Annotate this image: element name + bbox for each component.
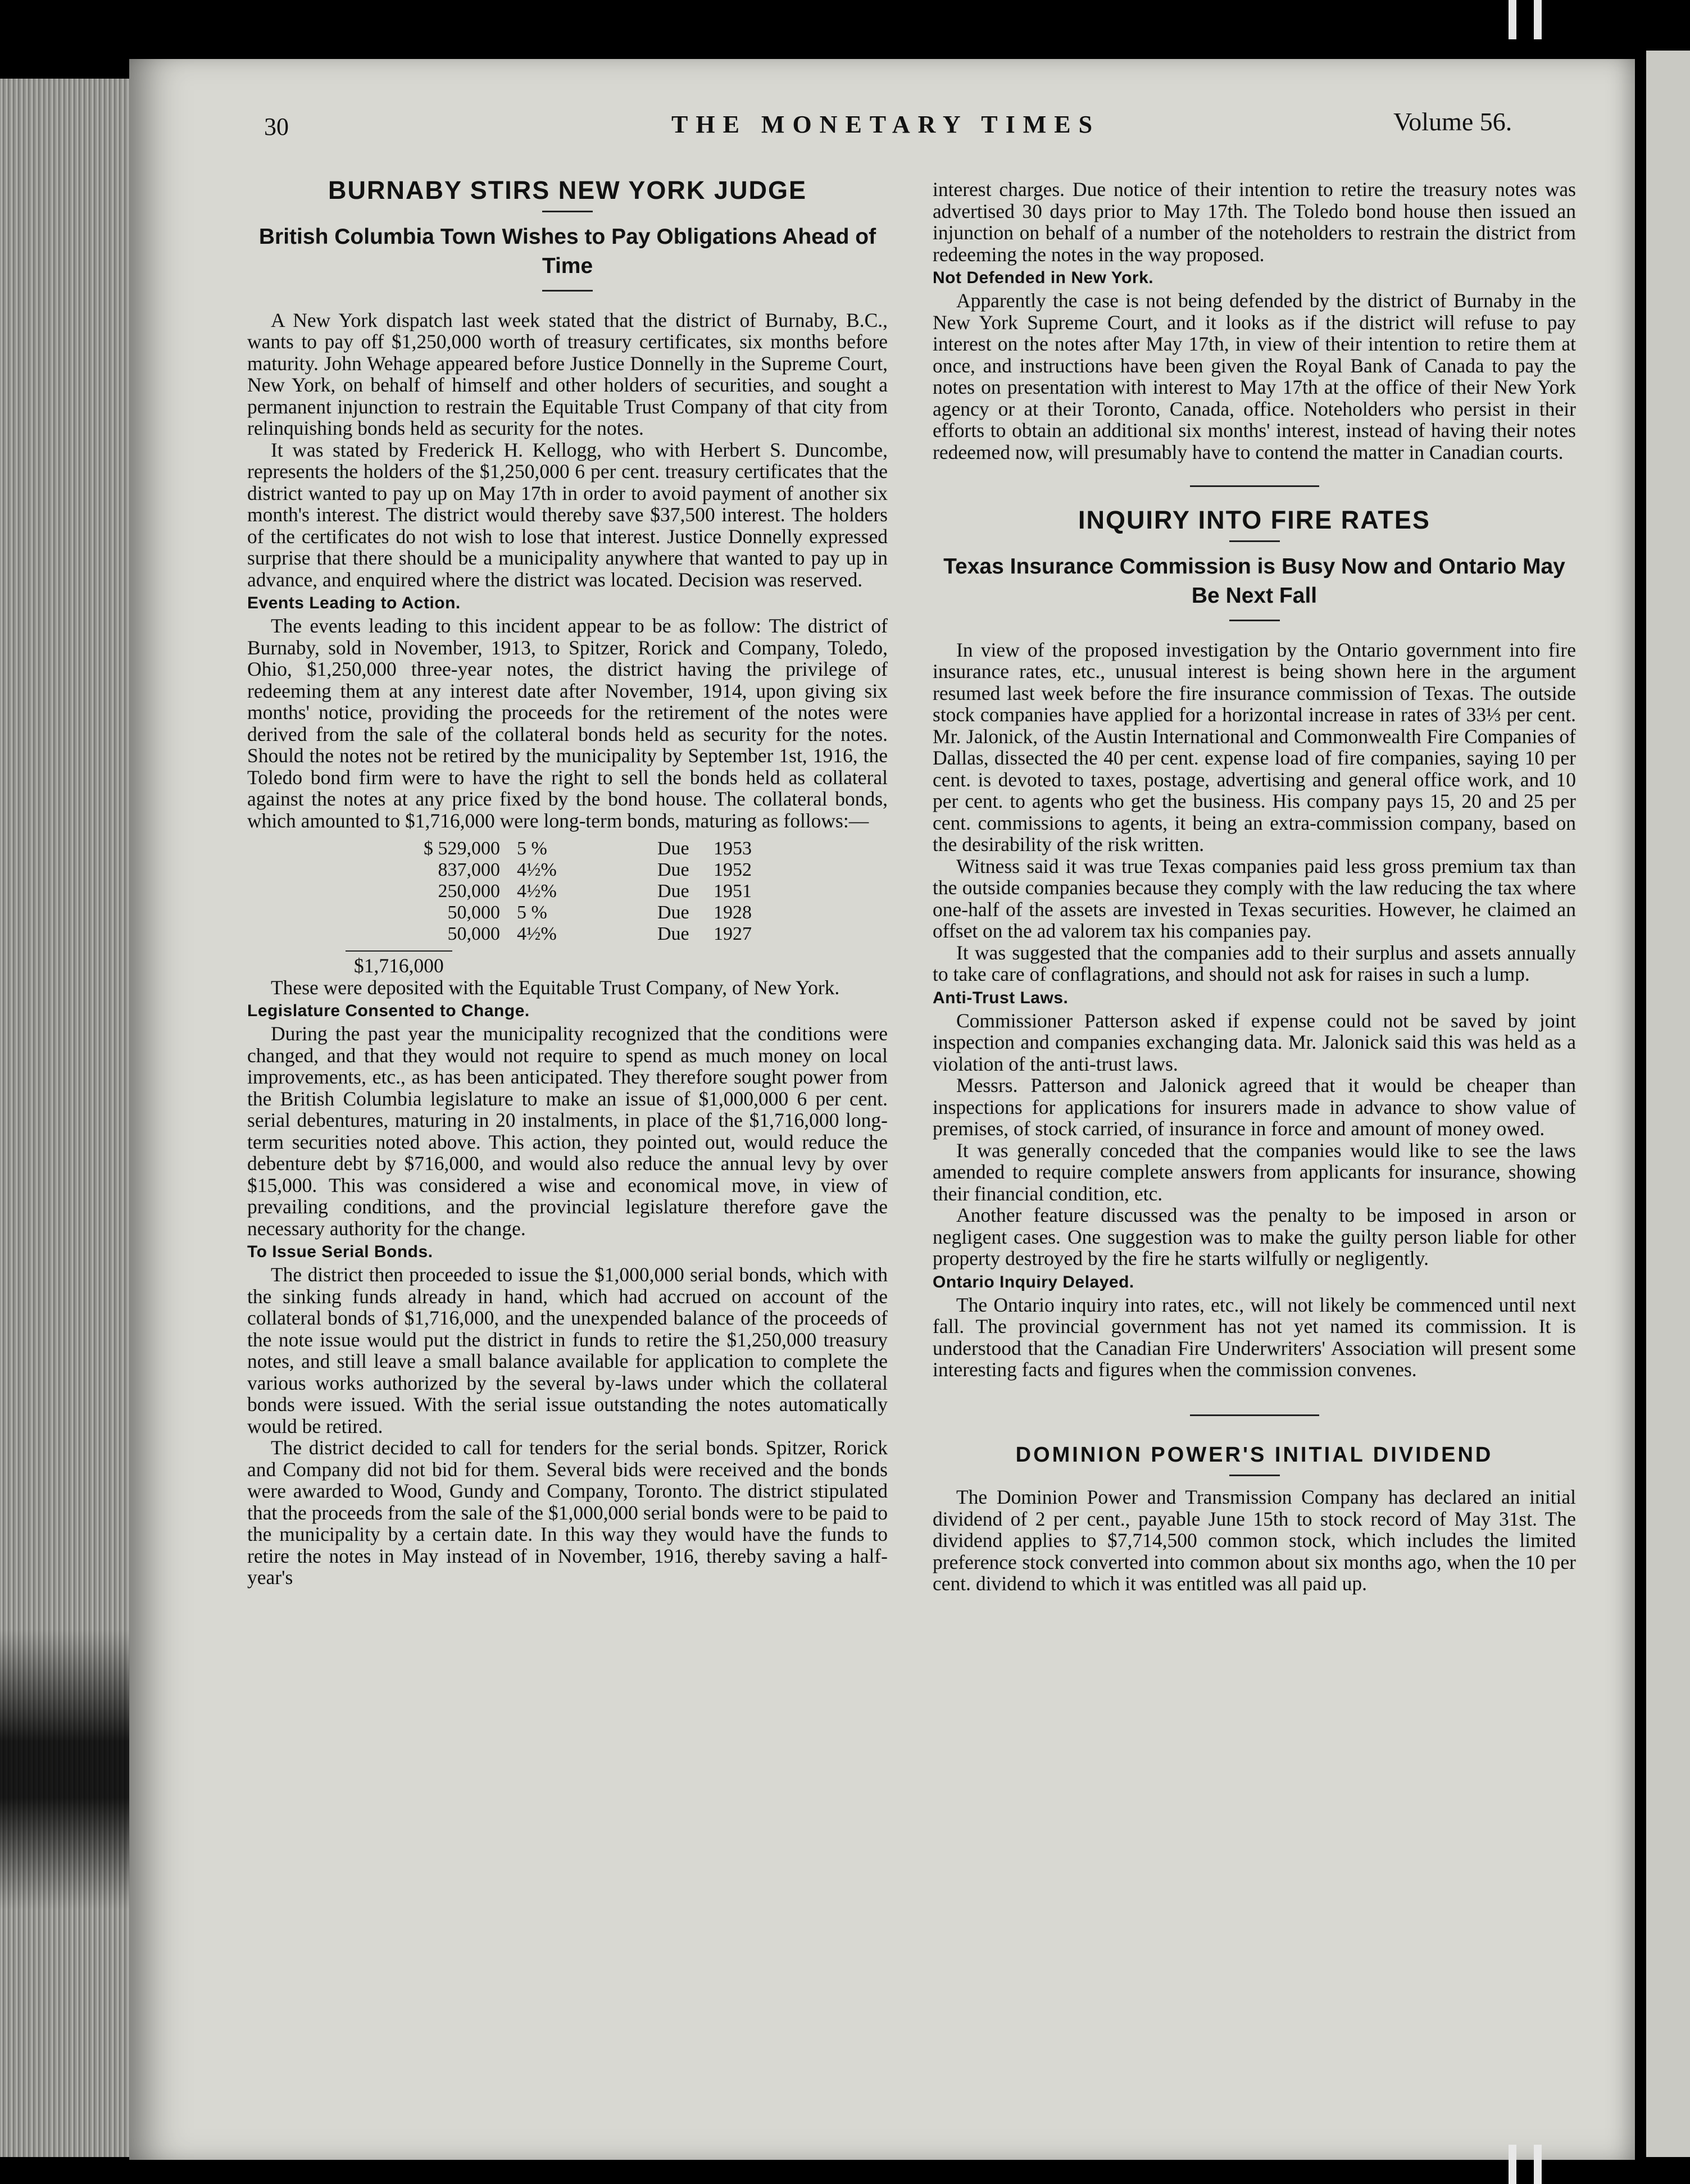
facing-page-edge	[1646, 51, 1690, 2157]
divider	[1229, 1475, 1280, 1476]
article-subheadline: Texas Insurance Commission is Busy Now and Ontario May Be Next Fall	[943, 554, 1565, 608]
bond-rate: 4½%	[517, 881, 557, 902]
paragraph: The Ontario inquiry into rates, etc., will not likely be commenced until next fall. The provincial government has not yet named its commission. It is understood that the Canadian Fire Underwriters' Association will present some interesting facts and figures when the commission convenes.	[933, 1293, 1576, 1381]
section-heading: Anti-Trust Laws.	[933, 988, 1069, 1007]
bond-rate: 4½%	[517, 859, 557, 880]
paragraph: Apparently the case is not being defended by the district of Burnaby in the New York Supreme Court, and it looks as if the district will refuse to pay interest on the notes after May 17th, in view of their intention to retire them at once, and instructions have been given the Royal Bank of Canada to pay the notes on presentation with interest to May 17th at the office of their New York agency or at their Toronto, Canada, office. Noteholders who persist in their efforts to obtain an additional six months' interest, instead of having their notes redeemed now, will presumably have to contend the matter in Canadian courts.	[933, 289, 1576, 463]
bond-year: 1952	[714, 859, 752, 880]
left-column	[247, 176, 888, 1589]
paragraph: It was stated by Frederick H. Kellogg, who with Herbert S. Duncombe, represents the holders of the $1,250,000 6 per cent. treasury certificates that the district wanted to pay up on May 17th in order to avoid payment of another six month's interest. The district would thereby save $37,500 interest. The holders of the certificates do not wish to lose that interest. Justice Donnelly expressed surprise that there should be a municipality anywhere that wanted to pay up in advance, and enquired where the district was located. Decision was reserved.	[247, 438, 888, 591]
article-headline: DOMINION POWER'S INITIAL DIVIDEND	[1015, 1443, 1493, 1467]
article-headline: BURNABY STIRS NEW YORK JUDGE	[328, 176, 807, 204]
scan-marker	[1534, 2145, 1542, 2184]
article-separator	[1190, 1414, 1319, 1416]
paragraph: During the past year the municipality recognized that the conditions were changed, and that they would not require to spend as much money on local improvements, etc., as has been anticipated. They therefore sought power from the British Columbia legislature to make an issue of $1,000,000 6 per cent. serial debentures, maturing in 20 instalments, in place of the $1,716,000 long-term securities noted above. This action, they pointed out, would reduce the debenture debt by $716,000, and would also reduce the annual levy by over $15,000. This was considered a wise and economical move, in view of prevailing conditions, and the provincial legislature therefore gave the necessary authority for the change.	[247, 1022, 888, 1240]
bond-rate: 5 %	[517, 902, 547, 923]
bond-due-label: Due	[657, 881, 689, 902]
paragraph: The Dominion Power and Transmission Company has declared an initial dividend of 2 per cent., payable June 15th to stock record of May 31st. The dividend applies to $7,714,500 common stock, which includes the limited preference stock converted into common about six months ago, when the 10 per cent. dividend to which it was entitled was all paid up.	[933, 1486, 1576, 1595]
article-subheadline: British Columbia Town Wishes to Pay Obligations Ahead of Time	[258, 224, 876, 278]
bond-amount: 50,000	[447, 902, 500, 923]
thumb-shadow	[0, 1629, 132, 1910]
divider	[1229, 540, 1280, 542]
bond-total: $1,716,000	[354, 954, 444, 977]
bond-due-label: Due	[657, 923, 689, 944]
table-row	[337, 838, 752, 859]
table-row	[337, 902, 752, 923]
paragraph: It was generally conceded that the companies would like to see the laws amended to require complete answers from applicants for insurance, showing their financial condition, etc.	[933, 1139, 1576, 1205]
scan-marker	[1509, 2145, 1516, 2184]
bond-maturity-table	[337, 838, 752, 945]
article-headline: INQUIRY INTO FIRE RATES	[1078, 506, 1430, 534]
bond-rate: 5 %	[517, 838, 547, 859]
section-heading: Ontario Inquiry Delayed.	[933, 1272, 1134, 1291]
paragraph: interest charges. Due notice of their intention to retire the treasury notes was advertised 30 days prior to May 17th. The Toledo bond house then issued an injunction on behalf of a number of the noteholders to restrain the district from redeeming the notes in the way proposed.	[933, 178, 1576, 266]
bond-due-label: Due	[657, 838, 689, 859]
bond-due-label: Due	[657, 859, 689, 880]
article-separator	[1190, 485, 1319, 487]
paragraph: In view of the proposed investigation by the Ontario government into fire insurance rates, etc., unusual interest is being shown here in the argument resumed last week before the fire insurance commission of Texas. The outside stock companies have applied for a horizontal increase in rates of 33⅓ per cent. Mr. Jalonick, of the Austin International and Commonwealth Fire Companies of Dallas, dissected the 40 per cent. expense load of fire companies, saying 10 per cent. is devoted to taxes, postage, advertising and general office work, and 10 per cent. to agents who get the business. His company pays 15, 20 and 25 per cent. commissions to agents, it being an extra-commission company, based on the desirability of the risk written.	[933, 638, 1576, 856]
divider	[542, 290, 593, 292]
bond-amount: 250,000	[438, 881, 500, 902]
section-heading: Legislature Consented to Change.	[247, 1002, 530, 1020]
paragraph: These were deposited with the Equitable Trust Company, of New York.	[271, 976, 840, 999]
paragraph: The events leading to this incident appear to be as follow: The district of Burnaby, sold in November, 1913, to Spitzer, Rorick and Company, Toledo, Ohio, $1,250,000 three-year notes, the district having the privilege of redeeming them at any interest date after November, 1914, upon giving six months' notice, providing the proceeds for the retirement of the notes were derived from the sale of the collateral bonds held as security for the notes. Should the notes not be retired by the municipality by September 1st, 1916, the Toledo bond firm were to have the right to sell the bonds held as collateral against the notes at any price fixed by the bond house. The collateral bonds, which amounted to $1,716,000 were long-term bonds, maturing as follows:—	[247, 615, 888, 832]
bond-amount: $ 529,000	[424, 838, 500, 859]
section-heading: To Issue Serial Bonds.	[247, 1243, 433, 1261]
table-row	[337, 923, 752, 945]
right-column	[933, 179, 1576, 1595]
bond-amount: 50,000	[447, 923, 500, 944]
total-rule	[346, 950, 452, 952]
bond-amount: 837,000	[438, 859, 500, 880]
section-heading: Not Defended in New York.	[933, 269, 1154, 287]
bond-year: 1927	[714, 923, 752, 944]
masthead: THE MONETARY TIMES	[671, 111, 1101, 138]
paragraph: Messrs. Patterson and Jalonick agreed that it would be cheaper than inspections for applications for insurers made in advance to show value of premises, of stock carried, of insurance in force and amount of money owed.	[933, 1074, 1576, 1140]
divider	[542, 211, 593, 212]
paragraph: Commissioner Patterson asked if expense could not be saved by joint inspection and companies exchanging data. Mr. Jalonick said this was held as a violation of the anti-trust laws.	[933, 1009, 1576, 1075]
divider	[1229, 620, 1280, 621]
section-heading: Events Leading to Action.	[247, 594, 461, 612]
bond-due-label: Due	[657, 902, 689, 923]
scan-marker	[1509, 0, 1516, 39]
volume-label: Volume 56.	[1393, 107, 1512, 136]
paragraph: A New York dispatch last week stated that the district of Burnaby, B.C., wants to pay off $1,250,000 worth of treasury certificates, six months before maturity. John Wehage appeared before Justice Donnelly in the Supreme Court, New York, on behalf of himself and other holders of securities, and sought a permanent injunction to restrain the Equitable Trust Company of that city from relinquishing bonds held as security for the notes.	[247, 308, 888, 439]
bond-year: 1953	[714, 838, 752, 859]
paragraph: Witness said it was true Texas companies paid less gross premium tax than the outside companies because they comply with the law reducing the tax where one-half of the assets are invested in Texas securities. However, he claimed an offset on the ad valorem tax his companies pay.	[933, 854, 1576, 942]
bond-year: 1951	[714, 881, 752, 902]
running-head	[129, 107, 1635, 146]
bond-rate: 4½%	[517, 923, 557, 944]
table-row	[337, 859, 752, 881]
paragraph: Another feature discussed was the penalty to be imposed in arson or negligent cases. One suggestion was to make the guilty person liable for other property destroyed by the fire he starts wilfully or negligently.	[933, 1204, 1576, 1270]
paragraph: It was suggested that the companies add to their surplus and assets annually to take care of conflagrations, and should not ask for raises in such a lump.	[933, 941, 1576, 985]
paragraph: The district decided to call for tenders for the serial bonds. Spitzer, Rorick and Company did not bid for them. Several bids were received and the bonds were awarded to Wood, Gundy and Company, Toronto. The district stipulated that the proceeds from the sale of the $1,000,000 serial bonds were to be paid to the municipality by a certain date. In this way they would have the funds to retire the notes in May instead of in November, 1916, thereby saving a half-year's	[247, 1436, 888, 1589]
table-row	[337, 881, 752, 902]
paragraph: The district then proceeded to issue the $1,000,000 serial bonds, which with the sinking funds already in hand, which had accrued on account of the collateral bonds of $1,716,000, and the unexpended balance of the proceeds of the note issue would put the district in funds to retire the $1,250,000 treasury notes, and still leave a small balance available for application to complete the various works authorized by the several by-laws under which the collateral bonds were issued. With the serial issue outstanding the notes automatically would be retired.	[247, 1263, 888, 1437]
page-number: 30	[264, 113, 289, 140]
bond-year: 1928	[714, 902, 752, 923]
scan-marker	[1534, 0, 1542, 39]
